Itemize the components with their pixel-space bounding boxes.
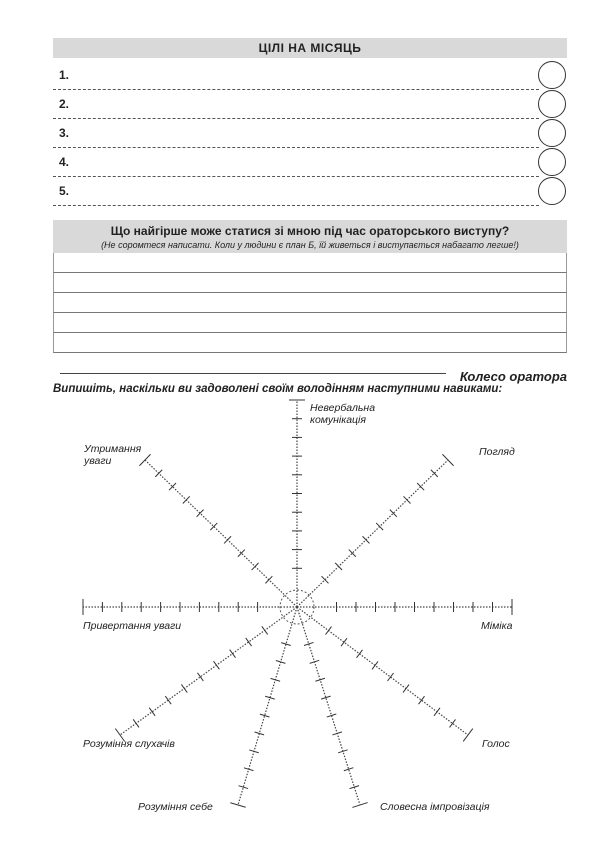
wheel-spoke[interactable] — [139, 454, 297, 607]
wheel-instruction: Випишіть, наскільки ви задоволені своїм володінням наступними навиками: — [53, 383, 503, 395]
spoke-label-gaze: Погляд — [479, 446, 515, 458]
wheel-title: Колесо оратора — [459, 369, 567, 384]
spoke-tick — [450, 719, 456, 727]
spoke-tick — [238, 550, 245, 557]
spoke-label-hold-attention: Утримання уваги — [84, 443, 142, 467]
spoke-label-self-understanding: Розуміння себе — [138, 801, 213, 813]
wheel-spoke[interactable] — [297, 454, 454, 607]
spoke-tick — [357, 650, 363, 658]
goal-number: 4. — [59, 155, 70, 169]
spoke-tick — [326, 627, 332, 635]
spoke-label-improvisation: Словесна імпровізація — [380, 801, 490, 813]
spoke-tick — [463, 729, 473, 742]
spoke-tick — [249, 750, 259, 753]
spoke-tick — [181, 684, 187, 692]
spoke-tick — [419, 696, 425, 704]
worst-case-hint: (Не соромтеся написати. Коли у людини є план Б, їй живеться і виступається набагато легше!) — [101, 240, 519, 250]
spoke-line — [297, 607, 468, 735]
spoke-tick — [230, 650, 236, 658]
goal-number: 3. — [59, 126, 70, 140]
spoke-tick — [246, 638, 252, 646]
spoke-line — [145, 460, 297, 607]
spoke-label-voice: Голос — [482, 738, 510, 750]
spoke-tick — [341, 638, 347, 646]
spoke-tick — [349, 550, 356, 557]
worst-case-question: Що найгірше може статися зі мною під час ораторського виступу? — [110, 224, 510, 238]
wheel-spoke[interactable] — [289, 400, 305, 607]
spoke-label-facial: Міміка — [481, 620, 513, 632]
spoke-tick — [214, 661, 220, 669]
spoke-tick — [403, 685, 409, 693]
spoke-tick — [262, 626, 268, 634]
spoke-tick — [332, 732, 342, 735]
spoke-tick — [149, 708, 155, 716]
wheel-spoke[interactable] — [297, 607, 473, 741]
goal-number: 5. — [59, 184, 70, 198]
spoke-tick — [197, 673, 203, 681]
spoke-tick — [169, 483, 176, 490]
spoke-label-audience-understanding: Розуміння слухачів — [83, 738, 175, 750]
goals-header: ЦІЛІ НА МІСЯЦЬ — [53, 38, 567, 58]
spoke-tick — [388, 673, 394, 681]
spoke-line — [297, 607, 360, 805]
wheel-spoke[interactable] — [83, 599, 297, 615]
wheel-spoke[interactable] — [230, 607, 297, 807]
spoke-tick — [310, 660, 320, 663]
spoke-line — [238, 607, 297, 805]
wheel-spoke[interactable] — [297, 607, 368, 807]
spoke-tick — [133, 719, 139, 727]
spoke-label-attract-attention: Привертання уваги — [83, 620, 182, 632]
spoke-tick — [390, 510, 397, 517]
goal-number: 1. — [59, 68, 70, 82]
spoke-label-nonverbal: Невербальна комунікація — [310, 402, 376, 426]
wheel-spoke[interactable] — [297, 599, 512, 615]
spoke-tick — [352, 803, 367, 808]
spoke-tick — [372, 661, 378, 669]
spoke-line — [297, 460, 448, 607]
spoke-tick — [434, 708, 440, 716]
spoke-tick — [165, 696, 171, 704]
goal-number: 2. — [59, 97, 70, 111]
